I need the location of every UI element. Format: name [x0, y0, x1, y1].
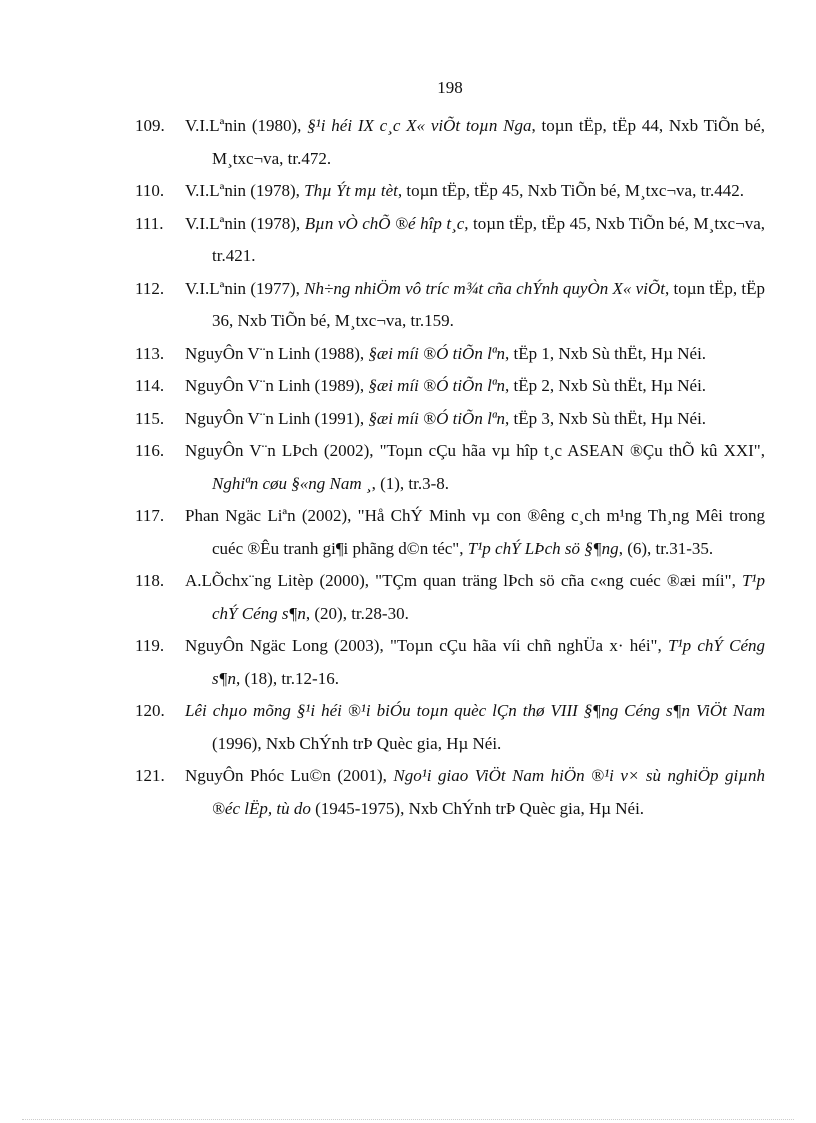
- reference-segment: , toµn tËp, tËp 45, Nxb TiÕn bé, M¸txc¬va, tr.442.: [397, 181, 745, 200]
- reference-text: [185, 695, 765, 760]
- reference-segment: , toµn tËp, tËp 36, Nxb TiÕn bé, M¸txc¬va, tr.159.: [212, 278, 765, 330]
- reference-number: 114.: [135, 376, 165, 395]
- reference-title: Lêi chµo mõng §¹i héi ®¹i biÓu toµn quèc lÇn thø VIII §¶ng Céng s¶n ViÖt Nam: [185, 701, 765, 720]
- reference-number: 118.: [135, 571, 165, 590]
- reference-number: 110.: [135, 181, 165, 200]
- reference-text: [185, 208, 765, 273]
- reference-title: Nghiªn cøu §«ng Nam ¸: [212, 473, 372, 493]
- reference-segment: NguyÔn V¨n Linh (1988),: [185, 343, 369, 363]
- reference-title: §æi míi ®Ó tiÕn lªn: [368, 408, 505, 428]
- reference-number: 121.: [135, 766, 165, 785]
- reference-segment: (1945-1975), Nxb ChÝnh trÞ Quèc gia, Hµ Néi.: [310, 798, 645, 818]
- reference-title: T¹p chÝ Céng s¶n: [212, 571, 765, 623]
- reference-title: §æi míi ®Ó tiÕn lªn: [368, 343, 505, 363]
- reference-text: [185, 175, 765, 208]
- reference-segment: , toµn tËp, tËp 44, Nxb TiÕn bé, M¸txc¬va, tr.472.: [212, 116, 765, 168]
- reference-segment: V.I.Lªnin (1977),: [185, 278, 305, 298]
- reference-segment: , toµn tËp, tËp 45, Nxb TiÕn bé, M¸txc¬va, tr.421.: [212, 213, 765, 265]
- reference-segment: , tËp 1, Nxb Sù thËt, Hµ Néi.: [505, 343, 707, 363]
- reference-segment: NguyÔn Phóc Lu©n (2001),: [185, 766, 394, 785]
- reference-entry: [0, 500, 816, 565]
- reference-entry: [0, 403, 816, 436]
- reference-title: Bµn vÒ chÕ ®é hîp t¸c: [304, 213, 465, 233]
- reference-number: 120.: [135, 701, 165, 720]
- reference-entry: [0, 760, 816, 825]
- reference-title: Thµ Ýt mµ tèt: [304, 181, 398, 200]
- reference-segment: , tËp 2, Nxb Sù thËt, Hµ Néi.: [505, 376, 707, 395]
- reference-text: [185, 110, 765, 175]
- reference-title: T¹p chÝ LÞch sö §¶ng: [467, 538, 619, 558]
- reference-entry: [0, 435, 816, 500]
- reference-entry: [0, 338, 816, 371]
- reference-text: [185, 435, 765, 500]
- reference-entry: [0, 565, 816, 630]
- reference-text: [185, 565, 765, 630]
- reference-text: [185, 338, 765, 371]
- reference-entry: [0, 175, 816, 208]
- reference-segment: NguyÔn Ngäc Long (2003), "Toµn cÇu hãa víi chñ nghÜa x· héi",: [185, 636, 669, 655]
- reference-entry: [0, 695, 816, 760]
- reference-title: T¹p chÝ Céng s¶n: [212, 636, 766, 688]
- reference-segment: NguyÔn V¨n Linh (1989),: [185, 376, 369, 395]
- reference-segment: V.I.Lªnin (1978),: [185, 181, 305, 200]
- reference-entry: [0, 208, 816, 273]
- reference-title: Ngo¹i giao ViÖt Nam hiÖn ®¹i v× sù nghiÖp giµnh ®éc lËp, tù do: [212, 766, 765, 818]
- reference-text: [185, 760, 765, 825]
- reference-text: [185, 630, 765, 695]
- reference-segment: (1996), Nxb ChÝnh trÞ Quèc gia, Hµ Néi.: [212, 733, 502, 753]
- reference-segment: NguyÔn V¨n Linh (1991),: [185, 408, 369, 428]
- reference-segment: V.I.Lªnin (1978),: [185, 213, 305, 233]
- reference-number: 111.: [135, 213, 164, 233]
- reference-entry: [0, 110, 816, 175]
- reference-segment: , tËp 3, Nxb Sù thËt, Hµ Néi.: [505, 408, 707, 428]
- reference-segment: , (1), tr.3-8.: [371, 473, 450, 493]
- reference-segment: , (20), tr.28-30.: [305, 603, 409, 623]
- reference-entry: [0, 370, 816, 403]
- reference-segment: , (18), tr.12-16.: [236, 668, 339, 688]
- reference-text: [185, 403, 765, 436]
- reference-title: §æi míi ®Ó tiÕn lªn: [368, 376, 505, 395]
- reference-segment: NguyÔn V¨n LÞch (2002), "Toµn cÇu hãa vµ hîp t¸c ASEAN ®Çu thÕ kû XXI",: [185, 441, 765, 460]
- reference-entry: [0, 273, 816, 338]
- page-bottom-divider: [22, 1119, 794, 1120]
- reference-number: 113.: [135, 343, 165, 363]
- page-number: 198: [437, 78, 463, 97]
- reference-text: [185, 500, 765, 565]
- reference-number: 112.: [135, 278, 165, 298]
- reference-title: §¹i héi IX c¸c X« viÕt toµn Nga: [307, 116, 532, 135]
- reference-segment: V.I.Lªnin (1980),: [185, 116, 308, 135]
- reference-title: Nh÷ng nhiÖm vô tríc m¾t cña chÝnh quyÒn X« viÕt: [304, 278, 665, 298]
- reference-entry: [0, 630, 816, 695]
- reference-number: 115.: [135, 408, 165, 428]
- reference-number: 117.: [135, 506, 165, 525]
- reference-segment: A.LÕchx¨ng Litèp (2000), "TÇm quan träng lÞch sö cña c«ng cuéc ®æi míi",: [185, 571, 742, 590]
- reference-number: 119.: [135, 636, 165, 655]
- reference-text: [185, 273, 765, 338]
- reference-segment: , (6), tr.31-35.: [618, 538, 714, 558]
- reference-number: 109.: [135, 116, 165, 135]
- reference-list: [0, 110, 816, 825]
- reference-segment: Phan Ngäc Liªn (2002), "Hå ChÝ Minh vµ con ®êng c¸ch m¹ng Th¸ng Mêi trong cuéc ®Êu tranh gi¶i phãng d©n téc",: [185, 506, 765, 558]
- reference-text: [185, 370, 765, 403]
- reference-number: 116.: [135, 441, 165, 460]
